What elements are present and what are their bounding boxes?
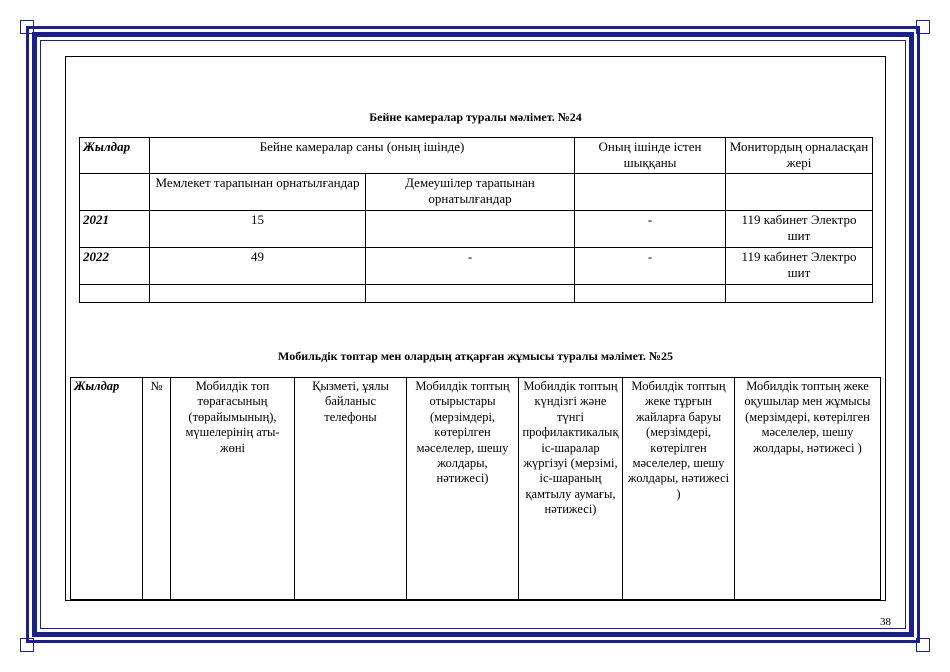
subheader-state: Мемлекет тарапынан орнатылғандар [150,174,366,211]
row-state: 49 [150,248,366,285]
header-home-visits: Мобилдік топтың жеке тұрғын жайларға баруы (мерзімдері, көтерілген мәселелер, шешу жолдары, нәтижесі ) [623,378,735,600]
video-cameras-table [79,137,873,303]
row-state: 15 [150,211,366,248]
row-broken: - [575,211,726,248]
mobile-groups-table [70,377,881,600]
page-number: 38 [880,616,891,628]
header-monitor-location: Монитордың орналасқан жері [726,138,873,174]
row-year: 2021 [80,211,150,248]
table25-title: Мобильдік топтар мен олардың атқарған жұмысы туралы мәлімет. №25 [278,349,673,363]
header-years: Жылдар [71,378,143,600]
table-cell [726,174,873,211]
row-year: 2022 [80,248,150,285]
row-location: 119 кабинет Электро шит [726,211,873,248]
table-row [80,285,873,303]
header-position-phone: Қызметі, ұялы байланыс телефоны [295,378,407,600]
subheader-sponsors: Демеушілер тарапынан орнатылғандар [366,174,575,211]
table-row [80,248,873,285]
table-cell [80,285,150,303]
table-cell [575,174,726,211]
header-number: № [143,378,171,600]
table-cell [150,285,366,303]
table-row [80,211,873,248]
frame-corner [20,638,34,652]
table-cell [726,285,873,303]
row-sponsors: - [366,248,575,285]
table-cell [80,174,150,211]
row-location: 119 кабинет Электро шит [726,248,873,285]
header-meetings: Мобилдік топтың отырыстары (мерзімдері, көтерілген мәселелер, шешу жолдары, нәтижесі) [407,378,519,600]
row-broken: - [575,248,726,285]
table-cell [366,285,575,303]
frame-corner [20,20,34,34]
header-broken: Оның ішінде істен шыққаны [575,138,726,174]
header-years: Жылдар [80,138,150,174]
frame-corner [916,638,930,652]
header-student-work: Мобилдік топтың жеке оқушылар мен жұмысы (мерзімдері, көтерілген мәселелер, шешу жолдары, нәтижесі ) [735,378,881,600]
header-prevention-activities: Мобилдік топтың күндізгі және түнгі профилактикалық іс-шаралар жүргізуі (мерзімі, іс-шараның қамтылу аумағы, нәтижесі) [519,378,623,600]
table24-title: Бейне камералар туралы мәлімет. №24 [369,110,582,124]
header-cameras-total: Бейне камералар саны (оның ішінде) [150,138,575,174]
frame-corner [916,20,930,34]
table-cell [575,285,726,303]
header-chairman-members: Мобилдік топ төрағасының (төрайымының), мүшелерінің аты-жөні [171,378,295,600]
row-sponsors [366,211,575,248]
